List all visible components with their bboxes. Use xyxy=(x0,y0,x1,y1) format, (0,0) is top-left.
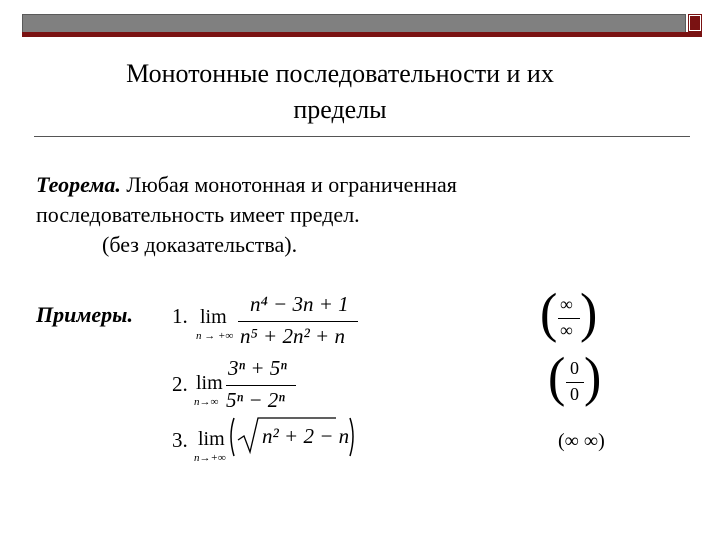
examples-label: Примеры. xyxy=(36,302,133,327)
example-1-indet-bar xyxy=(558,318,580,319)
example-3-left-paren xyxy=(231,418,234,456)
example-2-indet-bar xyxy=(566,382,584,383)
example-2-lim-sub: n→∞ xyxy=(194,396,219,408)
example-1-fraction-bar xyxy=(238,321,358,322)
example-3-right-paren xyxy=(350,418,353,456)
accent-strip xyxy=(22,32,702,37)
theorem-text-3: (без доказательства). xyxy=(102,232,298,257)
example-1-lim-sub: n → +∞ xyxy=(196,330,234,342)
theorem-text-1: Любая монотонная и ограниченная xyxy=(120,172,457,197)
example-1-number: 1. xyxy=(172,304,188,328)
example-1-indet-top: ∞ xyxy=(560,294,573,314)
title-line-2: пределы xyxy=(293,95,387,124)
theorem-text-2: последовательность имеет предел. xyxy=(36,202,360,227)
example-1-left-paren: ( xyxy=(540,283,558,344)
example-2-left-paren: ( xyxy=(548,347,566,408)
example-1-lim: lim xyxy=(200,306,227,328)
example-2-indet-bot: 0 xyxy=(570,384,579,404)
example-2-numerator: 3ⁿ + 5ⁿ xyxy=(228,356,287,380)
example-1-right-paren: ) xyxy=(580,283,598,344)
corner-box-fill xyxy=(690,16,700,30)
example-3-lim: lim xyxy=(198,428,225,450)
example-3-number: 3. xyxy=(172,428,188,452)
example-1-indet-bot: ∞ xyxy=(560,320,573,340)
example-2-indet-top: 0 xyxy=(570,358,579,378)
example-2-right-paren: ) xyxy=(584,347,602,408)
title-divider xyxy=(34,136,690,137)
example-1-denominator: n⁵ + 2n² + n xyxy=(240,324,345,348)
theorem-label: Теорема. xyxy=(36,172,121,197)
example-2-fraction-bar xyxy=(226,385,296,386)
example-2-denominator: 5ⁿ − 2ⁿ xyxy=(226,388,285,412)
example-3-lim-sub: n→+∞ xyxy=(194,452,226,464)
example-3-indeterminate: (∞ ∞) xyxy=(558,430,605,452)
title-line-1: Монотонные последовательности и их xyxy=(126,59,554,88)
example-2-lim: lim xyxy=(196,372,223,394)
theorem-block xyxy=(36,170,696,260)
slide-title xyxy=(40,56,640,128)
example-3-expression: n² + 2 − n xyxy=(262,424,350,448)
example-2-number: 2. xyxy=(172,372,188,396)
example-1-numerator: n⁴ − 3n + 1 xyxy=(250,292,349,316)
